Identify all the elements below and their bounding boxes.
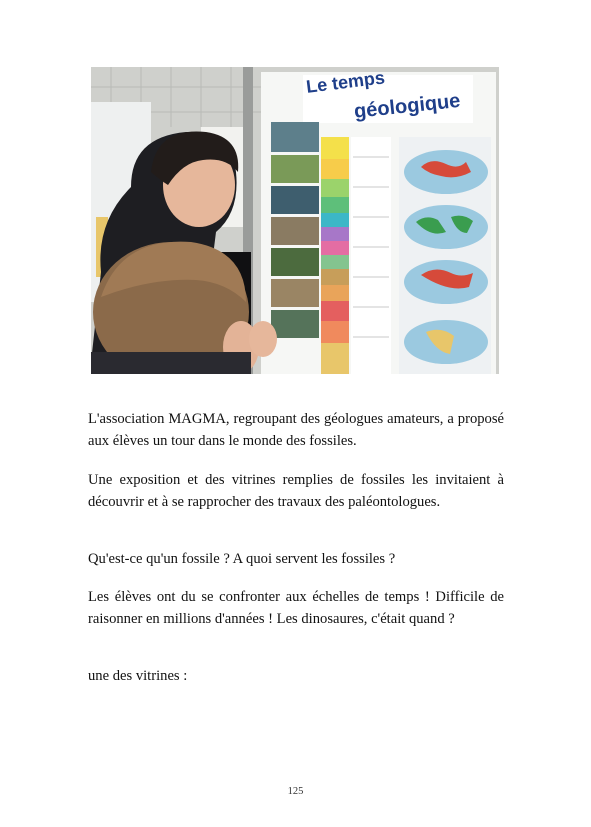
paragraph-magma-intro: L'association MAGMA, regroupant des géologues amateurs, a proposé aux élèves un tour dans le monde des fossiles.: [88, 411, 504, 449]
poster-title-line1: Le temps: [305, 67, 386, 97]
paragraph-exposition: Une exposition et des vitrines remplies de fossiles les invitaient à découvrir et à se rapprocher des travaux des paléontologues.: [88, 472, 504, 510]
poster-title-line2: géologique: [353, 89, 462, 123]
exhibition-photo: [91, 67, 499, 374]
page-number: 125: [287, 786, 304, 797]
paragraph-questions: Qu'est-ce qu'un fossile ? A quoi servent les fossiles ?: [88, 551, 396, 567]
paragraph-time-scales: Les élèves ont du se confronter aux échelles de temps ! Difficile de raisonner en millions d'années ! Les dinosaures, c'était quand ?: [88, 589, 504, 627]
paragraph-vitrine-caption: une des vitrines :: [88, 668, 188, 684]
